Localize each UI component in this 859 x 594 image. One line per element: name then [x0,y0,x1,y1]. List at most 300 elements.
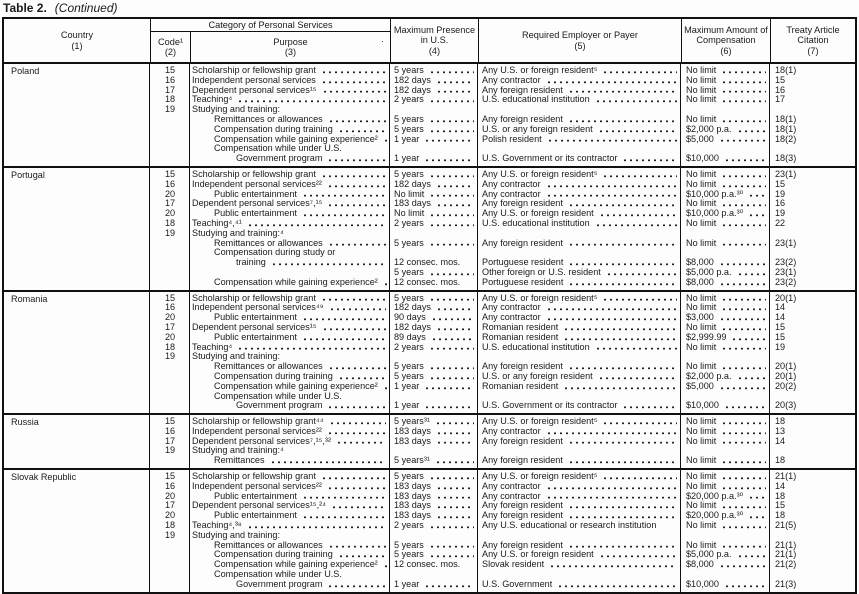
employer-cell-text: Any contractor [482,189,541,199]
employer-cell [478,239,681,249]
employer-cell [478,550,681,560]
table-row [150,105,855,115]
dot-leader [327,180,386,190]
purpose-cell-text: Remittances or allowances [214,362,323,372]
section-rows [150,415,855,468]
citation-cell-text: 18 [775,456,786,466]
presence-cell-text: 5 years [394,362,424,372]
compensation-cell [681,343,770,353]
compensation-cell-text: No limit [686,179,717,189]
table-title-continued: (Continued) [54,1,118,15]
presence-cell [390,541,478,551]
table-row [150,239,855,249]
employer-cell-text: Any U.S. or foreign resident⁵ [482,293,598,303]
citation-cell-text: 21(2) [775,560,797,570]
dot-leader [321,294,386,304]
code-cell [150,190,190,200]
presence-cell [390,180,478,190]
table-row [150,437,855,447]
purpose-cell-text: Independent personal services²² [192,179,322,189]
compensation-cell-text: $8,000 [686,560,714,570]
code-cell-text: 17 [164,85,176,95]
dot-leader [338,125,386,135]
dot-leader [429,372,474,382]
presence-cell-text: 5 years [394,169,424,179]
purpose-cell [190,560,390,570]
employer-cell [478,170,681,180]
purpose-cell [190,456,390,466]
citation-cell-text: 15 [775,179,786,189]
citation-cell [770,86,855,96]
purpose-cell-text: Dependent personal services⁷,¹⁵ [192,199,323,209]
presence-cell [390,294,478,304]
citation-cell-text: 18(1) [775,124,797,134]
employer-cell [478,95,681,105]
dot-leader [429,170,474,180]
citation-cell [770,492,855,502]
compensation-cell-text: $10,000 [686,579,719,589]
header-employer [478,19,681,62]
dot-leader [721,501,766,511]
dot-leader [568,437,677,447]
compensation-cell [681,258,770,268]
header-purpose-label: Purpose [273,36,308,47]
dot-leader [563,323,677,333]
citation-cell-text: 21(1) [775,550,797,560]
dot-leader [329,417,386,427]
code-cell [150,199,190,209]
code-cell-text: 18 [164,342,176,352]
presence-cell [390,417,478,427]
presence-cell [390,333,478,343]
print-artifact-dot: · [381,36,384,47]
employer-cell-text: Any contractor [482,313,541,323]
purpose-cell-text: Compensation while under U.S. [214,391,342,401]
purpose-cell [190,313,390,323]
header-purpose [191,32,390,62]
compensation-cell [681,427,770,437]
employer-cell [478,456,681,466]
presence-cell-text: 183 days [394,426,431,436]
dot-leader [606,268,677,278]
code-cell-text: 17 [164,436,176,446]
dot-leader [546,76,677,86]
employer-cell [478,229,681,239]
purpose-cell [190,66,390,76]
purpose-cell [190,170,390,180]
purpose-cell [190,580,390,590]
employer-cell [478,144,681,154]
table-row [150,580,855,590]
dot-leader [302,333,386,343]
table-row [150,95,855,105]
dot-leader [737,372,766,382]
presence-cell [390,392,478,402]
citation-cell-text: 20(1) [775,293,797,303]
citation-cell [770,482,855,492]
purpose-cell-text: Studying and training:⁴ [192,446,284,456]
employer-cell-text: Any contractor [482,75,541,85]
dot-leader [748,511,766,521]
compensation-cell-text: No limit [686,199,717,209]
presence-cell [390,580,478,590]
dot-leader [748,209,766,219]
employer-cell-text: U.S. educational institution [482,95,590,105]
compensation-cell-text: No limit [686,540,717,550]
purpose-cell-text: Remittances [214,456,265,466]
table-row [150,446,855,456]
code-cell-text: 19 [164,530,176,540]
table-row [150,482,855,492]
presence-cell-text: 12 consec. mos. [394,258,461,268]
table-row [150,401,855,411]
presence-cell-text: No limit [394,189,425,199]
presence-cell [390,501,478,511]
purpose-cell [190,258,390,268]
code-cell [150,258,190,268]
citation-cell-text: 18(2) [775,134,797,144]
table-row [150,362,855,372]
dot-leader [568,456,677,466]
table-row [150,323,855,333]
compensation-cell-text: $5,000 [686,134,714,144]
dot-leader [724,154,766,164]
country-cell: Portugal [4,168,150,290]
code-cell [150,268,190,278]
code-cell-text: 17 [164,199,176,209]
compensation-cell [681,180,770,190]
compensation-cell [681,323,770,333]
code-cell-text: 17 [164,501,176,511]
compensation-cell-text: No limit [686,66,717,75]
employer-cell-text: Any foreign resident [482,238,563,248]
citation-cell [770,278,855,288]
presence-cell [390,570,478,580]
citation-cell [770,352,855,362]
code-cell-text: 19 [164,446,176,456]
presence-cell-text: 1 year [394,154,420,164]
header-presence-label: Maximum Presence in U.S. [393,25,476,46]
dot-leader [336,437,386,447]
compensation-cell [681,333,770,343]
dot-leader [429,190,474,200]
dot-leader [436,437,474,447]
compensation-cell [681,362,770,372]
presence-cell [390,170,478,180]
code-cell [150,580,190,590]
header-employer-number: (5) [574,40,586,51]
dot-leader [622,154,677,164]
employer-cell-text: Any contractor [482,426,541,436]
compensation-cell [681,313,770,323]
citation-cell-text: 16 [775,199,786,209]
dot-leader [429,343,474,353]
compensation-cell [681,446,770,456]
employer-cell-text: Any U.S. or foreign resident [482,550,594,560]
compensation-cell-text: No limit [686,362,717,372]
dot-leader [436,199,474,209]
citation-cell [770,135,855,145]
dot-leader [322,323,386,333]
dot-leader [568,501,677,511]
table-row [150,456,855,466]
presence-cell [390,154,478,164]
citation-cell [770,115,855,125]
purpose-cell [190,180,390,190]
dot-leader [724,401,766,411]
table-section [4,413,855,468]
dot-leader [431,313,474,323]
purpose-cell-text: Compensation while gaining experience² [214,560,378,570]
presence-cell-text: 12 consec. mos. [394,560,461,570]
dot-leader [563,333,677,343]
compensation-cell-text: No limit [686,293,717,303]
dot-leader [327,154,386,164]
employer-cell [478,570,681,580]
compensation-cell-text: $20,000 p.a.³⁰ [686,511,744,521]
compensation-cell [681,456,770,466]
compensation-cell [681,294,770,304]
code-cell [150,531,190,541]
table-row [150,541,855,551]
dot-leader [595,219,677,229]
citation-cell [770,427,855,437]
dot-leader [435,417,474,427]
purpose-cell [190,209,390,219]
citation-cell [770,258,855,268]
presence-cell-text: 5 years [394,66,424,75]
purpose-cell [190,86,390,96]
dot-leader [721,456,766,466]
dot-leader [568,115,677,125]
employer-cell [478,501,681,511]
dot-leader [429,268,474,278]
header-compensation-number: (6) [720,45,732,56]
header-code-number: (2) [164,47,177,58]
citation-cell-text: 13 [775,426,786,436]
employer-cell-text: U.S. or any foreign resident [482,371,593,381]
presence-cell-text: 2 years [394,521,424,531]
presence-cell [390,382,478,392]
code-cell [150,570,190,580]
dot-leader [431,333,474,343]
presence-cell [390,343,478,353]
compensation-cell [681,521,770,531]
employer-cell-text: Any U.S. or foreign resident⁵ [482,417,598,427]
dot-leader [331,501,386,511]
compensation-cell [681,511,770,521]
compensation-cell [681,580,770,590]
dot-leader [302,511,386,521]
dot-leader [598,372,677,382]
table-row [150,268,855,278]
employer-cell-text: U.S. or any foreign resident [482,124,593,134]
dot-leader [737,268,766,278]
employer-cell [478,248,681,258]
purpose-cell-text: Independent personal services²² [192,426,322,436]
table-section [4,290,855,414]
purpose-cell-text: Government program [236,154,323,164]
dot-leader [721,303,766,313]
compensation-cell-text: No limit [686,169,717,179]
employer-cell-text: Any foreign resident [482,540,563,550]
dot-leader [247,521,386,531]
dot-leader [321,170,386,180]
code-cell-text: 18 [164,95,176,105]
purpose-cell-text: Dependent personal services¹⁵ [192,322,317,332]
dot-leader [321,76,386,86]
dot-leader [436,492,474,502]
code-cell [150,248,190,258]
citation-cell-text: 23(1) [775,238,797,248]
dot-leader [429,550,474,560]
citation-cell-text: 21(3) [775,579,797,589]
dot-leader [328,541,386,551]
purpose-cell [190,115,390,125]
table-body [4,64,855,592]
dot-leader [436,427,474,437]
code-cell [150,86,190,96]
dot-leader [436,86,474,96]
table-row [150,199,855,209]
employer-cell-text: Any foreign resident [482,511,563,521]
compensation-cell [681,501,770,511]
dot-leader [546,303,677,313]
header-country [4,19,150,62]
code-cell [150,343,190,353]
employer-cell-text: Any contractor [482,303,541,313]
purpose-cell-text: Teaching⁴,⁴¹ [192,218,242,228]
dot-leader [424,382,474,392]
compensation-cell [681,278,770,288]
purpose-cell [190,401,390,411]
citation-cell [770,66,855,76]
citation-cell [770,511,855,521]
presence-cell [390,456,478,466]
code-cell-text: 15 [164,169,176,179]
employer-cell [478,521,681,531]
citation-cell [770,580,855,590]
table-row [150,417,855,427]
purpose-cell-text: Independent personal services⁴⁹ [192,303,324,313]
compensation-cell [681,170,770,180]
code-cell [150,541,190,551]
citation-cell-text: 15 [775,501,786,511]
presence-cell [390,492,478,502]
dot-leader [721,239,766,249]
purpose-cell [190,105,390,115]
dot-leader [721,472,766,482]
purpose-cell-text: Public entertainment [214,313,297,323]
code-cell-text: 17 [164,322,176,332]
dot-leader [599,209,677,219]
purpose-cell-text: training [236,258,266,268]
code-cell [150,229,190,239]
compensation-cell-text: No limit [686,85,717,95]
compensation-cell-text: $10,000 p.a.³⁰ [686,189,744,199]
presence-cell [390,219,478,229]
compensation-cell [681,190,770,200]
citation-cell-text: 18 [775,491,786,501]
citation-cell [770,219,855,229]
code-cell-text: 20 [164,332,176,342]
employer-cell [478,190,681,200]
purpose-cell-text: Public entertainment [214,209,297,219]
purpose-cell-text: Compensation during training [214,550,333,560]
country-cell: Slovak Republic [4,470,150,592]
compensation-cell-text: No limit [686,95,717,105]
presence-cell-text: 183 days [394,511,431,521]
code-cell [150,492,190,502]
table-row [150,135,855,145]
compensation-cell-text: $3,000 [686,313,714,323]
citation-cell-text: 23(1) [775,169,797,179]
purpose-cell [190,219,390,229]
employer-cell [478,258,681,268]
dot-leader [383,382,387,392]
purpose-cell-text: Studying and training: [192,352,280,362]
dot-leader [429,472,474,482]
citation-cell [770,333,855,343]
code-cell-text: 16 [164,303,176,313]
table-row [150,180,855,190]
code-cell [150,437,190,447]
citation-cell-text: 23(1) [775,267,797,277]
employer-cell [478,333,681,343]
dot-leader [424,135,474,145]
code-cell-text: 19 [164,105,176,115]
dot-leader [327,199,386,209]
purpose-cell-text: Teaching⁴,³⁸ [192,521,242,531]
compensation-cell [681,392,770,402]
dot-leader [602,66,677,76]
table-row [150,303,855,313]
dot-leader [237,343,386,353]
dot-leader [302,209,386,219]
citation-cell [770,570,855,580]
dot-leader [721,76,766,86]
code-cell [150,313,190,323]
dot-leader [329,303,386,313]
citation-cell [770,550,855,560]
purpose-cell [190,570,390,580]
code-cell [150,76,190,86]
employer-cell [478,382,681,392]
dot-leader [724,580,766,590]
dot-leader [721,437,766,447]
code-cell [150,95,190,105]
header-code [151,32,191,62]
header-compensation [681,19,770,62]
compensation-cell-text: No limit [686,75,717,85]
employer-cell [478,492,681,502]
table-row [150,501,855,511]
code-cell [150,352,190,362]
section-rows [150,292,855,414]
code-cell [150,144,190,154]
citation-cell [770,248,855,258]
presence-cell [390,313,478,323]
citation-cell-text: 20(1) [775,371,797,381]
table-row [150,427,855,437]
employer-cell [478,135,681,145]
code-cell [150,521,190,531]
dot-leader [598,125,677,135]
code-cell [150,511,190,521]
dot-leader [737,550,766,560]
code-cell [150,501,190,511]
purpose-cell [190,268,390,278]
